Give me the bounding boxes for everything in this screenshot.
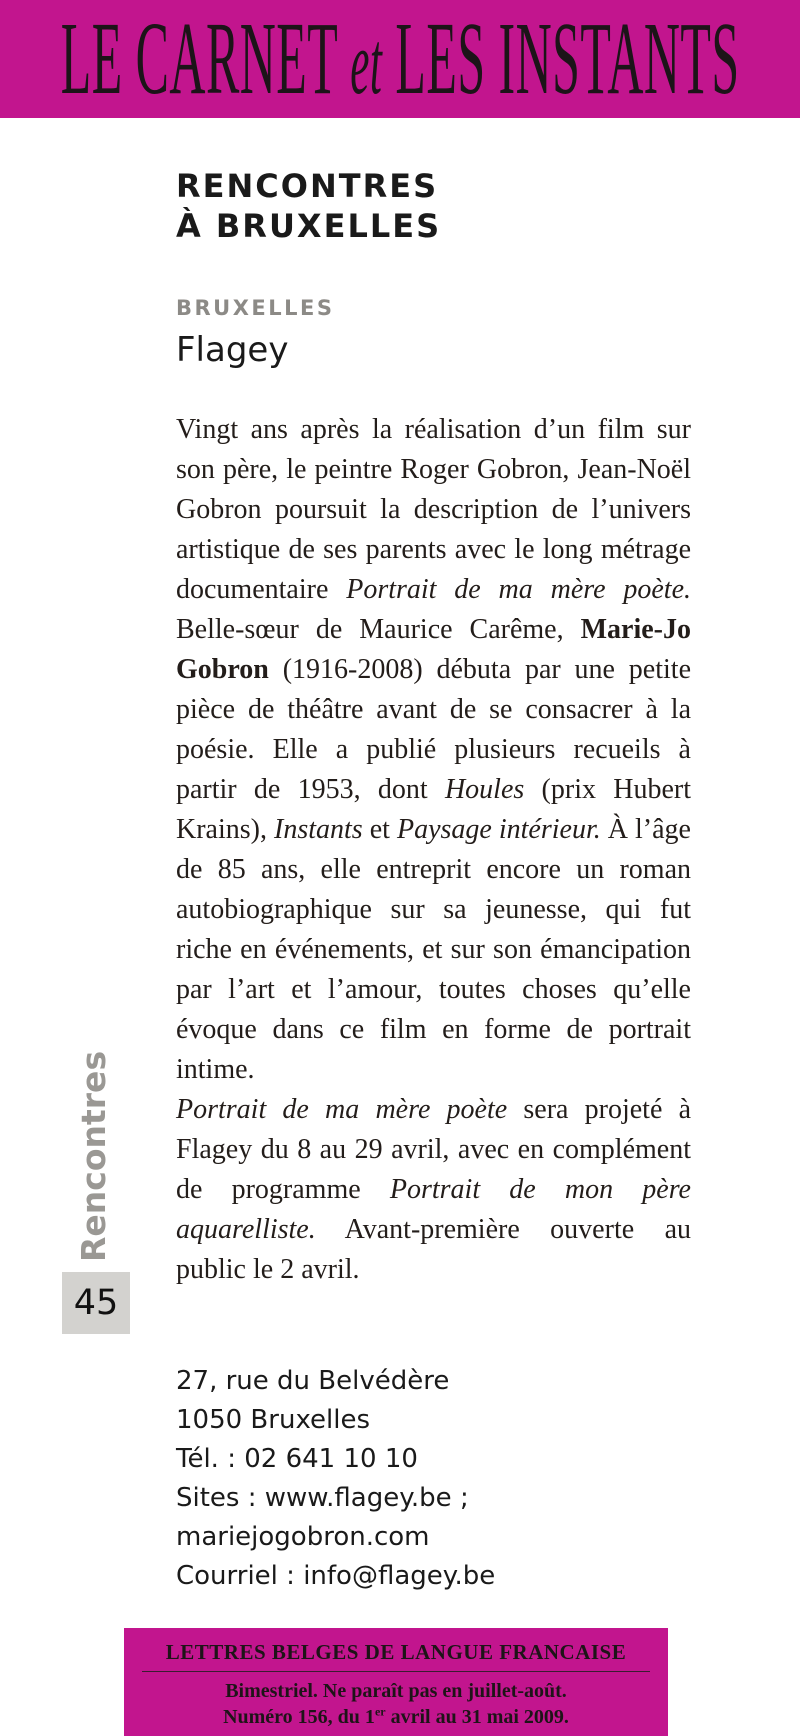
film-title: Portrait de mon père aquarelliste.	[176, 1174, 691, 1245]
film-title: Portrait de ma mère poète.	[346, 574, 692, 605]
venue-title: Flagey	[176, 330, 289, 370]
section-headline	[176, 166, 736, 246]
book-title: Instants	[274, 814, 363, 845]
person-name: Marie-Jo Gobron	[176, 614, 691, 685]
headline-line1: RENCONTRES	[176, 167, 439, 205]
masthead-et: et	[350, 14, 383, 113]
footer-line-2	[124, 1704, 668, 1730]
footer-band	[124, 1628, 668, 1736]
footer-line-2-b: avril au 31 mai 2009.	[385, 1706, 569, 1728]
footer-title: LETTRES BELGES DE LANGUE FRANCAISE	[142, 1640, 650, 1672]
city-label: BRUXELLES	[176, 296, 335, 320]
masthead	[0, 0, 800, 118]
contact-address: 27, rue du Belvédère	[176, 1366, 450, 1396]
text-run: À l’âge de 85 ans, elle entreprit encore un roman autobiographique sur sa jeunesse, qui fut riche en événements, et sur son émancipation par l’art et l’amour, toutes choses qu’elle évoque dans ce film en forme de portrait intime.	[176, 814, 691, 1085]
book-title: Paysage intérieur.	[396, 814, 601, 845]
page-number: 45	[62, 1272, 130, 1334]
footer-line-2-sup: er	[374, 1704, 386, 1719]
contact-sites: Sites : www.flagey.be ;	[176, 1483, 469, 1513]
article-paragraph-1	[176, 410, 691, 1090]
article-body	[176, 410, 691, 1290]
text-run: sera projeté à Flagey du 8 au 29 avril, avec en complément de programme	[176, 1094, 692, 1205]
contact-block	[176, 1362, 716, 1596]
masthead-title	[60, 1, 740, 116]
article-paragraph-2	[176, 1090, 691, 1290]
headline-line2: À BRUXELLES	[176, 207, 442, 245]
footer-line-1: Bimestriel. Ne paraît pas en juillet-août.	[225, 1680, 567, 1702]
section-side-label: Rencontres	[74, 1050, 113, 1262]
footer-line-2-a: Numéro 156, du 1	[223, 1706, 375, 1728]
masthead-part2: LES INSTANTS	[382, 1, 740, 116]
text-run: (1916-2008) débuta par une petite pièce de théâtre avant de se consacrer à la poésie. Elle a publié plusieurs recueils à partir de 1953, dont	[176, 654, 691, 805]
book-title: Houles	[444, 774, 525, 805]
text-run: Avant-première ouverte au public le 2 avril.	[176, 1214, 691, 1285]
text-run: et	[362, 814, 397, 845]
contact-email: Courriel : info@flagey.be	[176, 1561, 496, 1591]
text-run: Vingt ans après la réalisation d’un film sur son père, le peintre Roger Gobron, Jean-Noël Gobron poursuit la description de l’univers artistique de ses parents avec le long métrage documentaire	[176, 414, 691, 605]
contact-phone: Tél. : 02 641 10 10	[176, 1444, 418, 1474]
text-run: Belle-sœur de Maurice Carême,	[176, 614, 581, 645]
contact-city: 1050 Bruxelles	[176, 1405, 371, 1435]
film-title: Portrait de ma mère poète	[176, 1094, 508, 1125]
text-run: (prix Hubert Krains),	[176, 774, 691, 845]
masthead-part1: LE CARNET	[60, 1, 351, 116]
contact-site2: mariejogobron.com	[176, 1522, 430, 1552]
